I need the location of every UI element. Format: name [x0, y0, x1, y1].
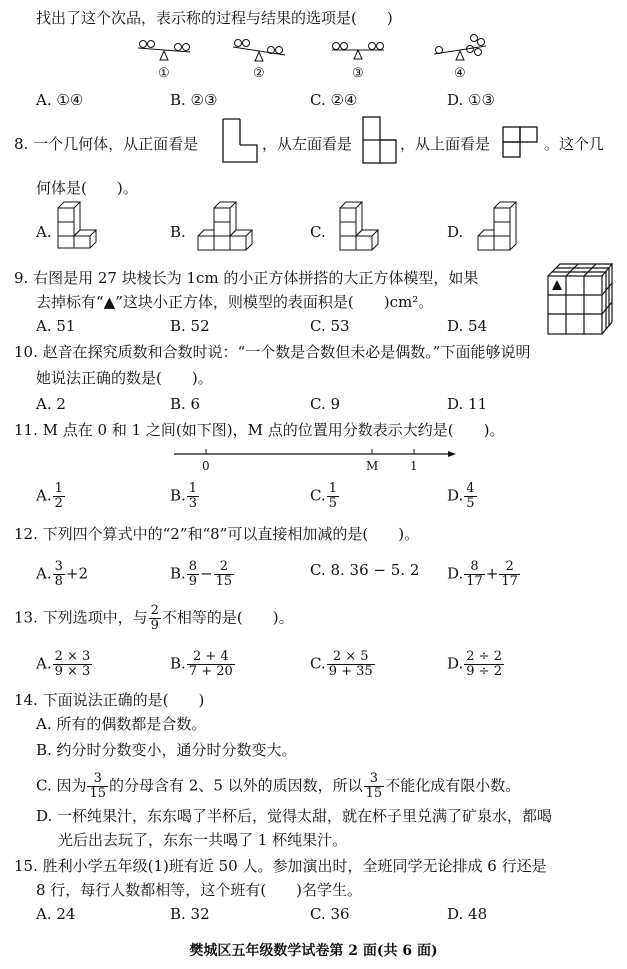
q7-option-b: B. ②③ [170, 91, 218, 109]
q12-option-c: C. 8. 36 − 5. 2 [310, 561, 420, 579]
number-line-label-0: 0 [202, 459, 210, 473]
solid-option-c [330, 198, 390, 258]
q15-option-b: B. 32 [170, 905, 210, 923]
scale-label-4: ④ [454, 66, 466, 81]
q10-line1: 10. 赵音在探究质数和合数时说：“一个数是合数但未必是偶数。”下面能够说明 [14, 343, 531, 361]
number-line-label-1: 1 [410, 459, 418, 473]
q8-option-d: D. [447, 223, 464, 241]
q14-option-b: B. 约分时分数变小，通分时分数变大。 [36, 741, 297, 759]
q8-part1: 8. 一个几何体，从正面看是 [14, 135, 199, 153]
q13-option-c: C. $\frac{2 \times 5}{9 + 35}$ [310, 649, 373, 679]
q8-part2: ，从左面看是 [262, 135, 353, 153]
q11-stem: 11. M 点在 0 和 1 之间(如下图)，M 点的位置用分数表示大约是( )。 [14, 421, 505, 439]
q14-option-c: C. 因为 $\frac{3}{15}$ 的分母含有 2、5 以外的质因数，所以 $\frac{3}{15}$ 不能化成有限小数。 [36, 771, 521, 801]
scale-label-3: ③ [352, 66, 364, 81]
q10-line2: 她说法正确的数是( )。 [36, 369, 213, 387]
solid-option-b [194, 198, 266, 258]
q15-option-a: A. 24 [36, 905, 76, 923]
q10-option-b: B. 6 [170, 395, 201, 413]
q9-line2: 去掉标有“▲”这块小正方体，则模型的表面积是( )cm²。 [36, 293, 434, 311]
scale-3 [332, 43, 384, 60]
front-view-figure [222, 118, 258, 164]
top-view-figure [502, 126, 538, 158]
solid-option-a [56, 200, 100, 250]
triangle-marker-icon [552, 280, 562, 290]
q12-stem: 12. 下列四个算式中的“2”和“8”可以直接相加减的是( )。 [14, 525, 420, 543]
scale-4 [434, 35, 486, 61]
cube-model-figure [546, 262, 616, 338]
q7-option-d: D. ①③ [447, 91, 495, 109]
q9-line1: 9. 右图是用 27 块棱长为 1cm 的小正方体拼搭的大正方体模型，如果 [14, 269, 479, 287]
q9-option-a: A. 51 [36, 317, 76, 335]
q15-line2: 8 行，每行人数都相等，这个班有( )名学生。 [36, 881, 363, 899]
q8-line2: 何体是( )。 [36, 179, 138, 197]
q8-part3: ，从上面看是 [400, 135, 491, 153]
number-line-label-m: M [366, 459, 379, 473]
q10-option-c: C. 9 [310, 395, 341, 413]
q12-option-d: D. $\frac{8}{17}$ + $\frac{2}{17}$ [447, 559, 518, 589]
scale-label-2: ② [253, 66, 265, 81]
q8-option-c: C. [310, 223, 326, 241]
q13-stem: 13. 下列选项中，与 $\frac{2}{9}$ 不相等的是( )。 [14, 603, 294, 633]
q8-option-a: A. [36, 223, 52, 241]
q15-line1: 15. 胜利小学五年级(1)班有近 50 人。参加演出时，全班同学无论排成 6 行还是 [14, 857, 547, 875]
q14-option-d-line2: 光后出去玩了，东东一共喝了 1 杯纯果汁。 [58, 831, 348, 849]
q12-option-a: A. $\frac{3}{8}$ +2 [36, 559, 89, 589]
q13-option-d: D. $\frac{2 \div 2}{9 \div 2}$ [447, 649, 502, 679]
q11-option-b: B. $\frac{1}{3}$ [170, 481, 198, 511]
q10-option-d: D. 11 [447, 395, 488, 413]
q14-option-d-line1: D. 一杯纯果汁，东东喝了半杯后，觉得太甜，就在杯子里兑满了矿泉水，都喝 [36, 807, 553, 825]
q13-option-b: B. $\frac{2 + 4}{7 + 20}$ [170, 649, 233, 679]
balance-scale-figures [0, 0, 627, 100]
q10-option-a: A. 2 [36, 395, 66, 413]
scale-2 [233, 40, 285, 62]
q14-option-a: A. 所有的偶数都是合数。 [36, 715, 207, 733]
q11-option-a: A. $\frac{1}{2}$ [36, 481, 63, 511]
q8-part4: 。这个几 [544, 135, 605, 153]
q13-option-a: A. $\frac{2 \times 3}{9 \times 3}$ [36, 649, 91, 679]
solid-option-d [470, 198, 530, 258]
q7-option-c: C. ②④ [310, 91, 358, 109]
q14-stem: 14. 下面说法正确的是( ) [14, 691, 205, 709]
page-footer: 樊城区五年级数学试卷第 2 面(共 6 面) [189, 943, 438, 959]
q8-option-b: B. [170, 223, 186, 241]
q12-option-b: B. $\frac{8}{9}$ − $\frac{2}{15}$ [170, 559, 233, 589]
scale-1 [138, 41, 190, 61]
q9-option-d: D. 54 [447, 317, 488, 335]
q11-option-d: D. $\frac{4}{5}$ [447, 481, 475, 511]
q7-option-a: A. ①④ [36, 91, 84, 109]
q9-option-c: C. 53 [310, 317, 350, 335]
q11-option-c: C. $\frac{1}{5}$ [310, 481, 337, 511]
q7-stem: 找出了这个次品，表示称的过程与结果的选项是( ) [36, 9, 393, 27]
q15-option-d: D. 48 [447, 905, 488, 923]
q15-option-c: C. 36 [310, 905, 350, 923]
left-view-figure [362, 116, 398, 166]
q9-option-b: B. 52 [170, 317, 210, 335]
scale-label-1: ① [158, 66, 170, 81]
